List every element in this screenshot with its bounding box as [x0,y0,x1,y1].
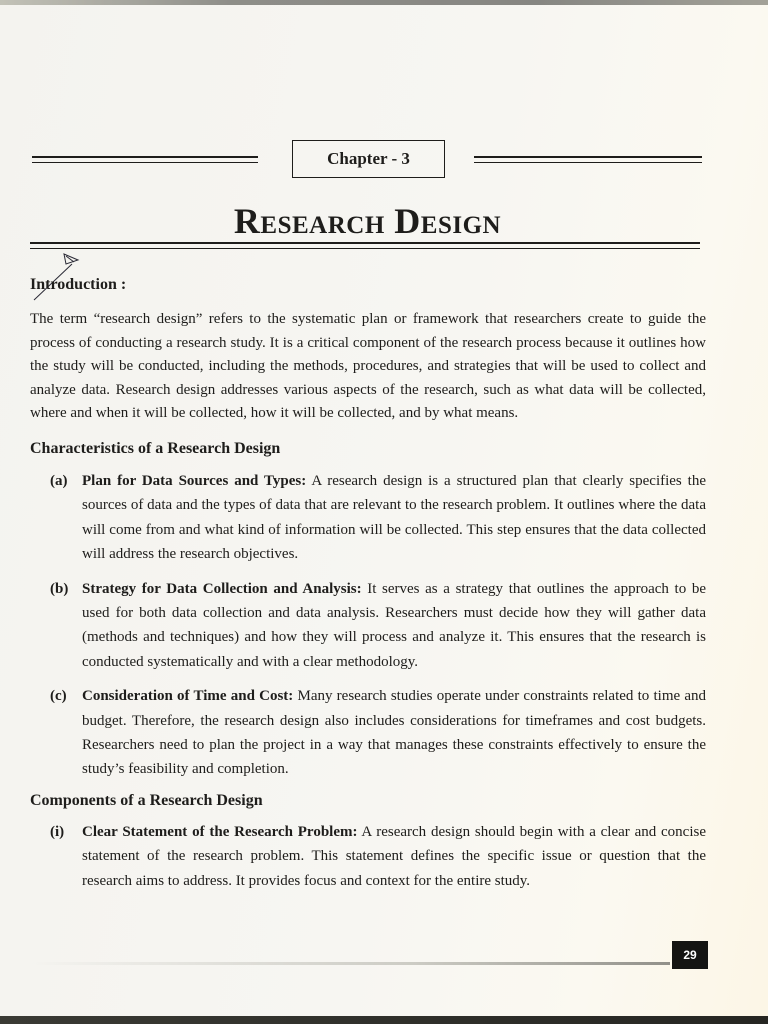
list-marker: (c) [50,688,67,705]
list-marker: (a) [50,472,68,489]
list-item [30,684,706,782]
chapter-header [32,140,702,180]
list-item-text [82,469,706,567]
list-item-description: A research design is a structured plan that clearly specifies the sources of data and the types of data that are relevant to the research problem. It outlines where the data will come from and what kind of information will be collected. This step ensures that the data collected will address the research objectives. [82,472,706,563]
page-bottom-edge [0,1016,768,1024]
components-list [30,820,706,893]
list-item-label: Consideration of Time and Cost: [82,688,294,705]
list-item [30,577,706,675]
introduction-paragraph: The term “research design” refers to the systematic plan or framework that researchers create to guide the process of conducting a research study. It is a critical component of the research process because it outlines how the study will be conducted, including the methods, procedures, and strategies that will be used to collect and analyze data. Research design addresses various aspects of the research, such as what data will be collected, where and when it will be collected, how it will be collected, and by what means. [30,311,706,422]
list-item-description: Many research studies operate under constraints related to time and budget. Therefore, the research design also includes considerations for timeframes and cost budgets. Researchers need to plan the project in a way that manages these constraints effectively to ensure the study’s feasibility and completion. [82,688,706,778]
footer-rule [30,962,670,965]
list-item [30,469,706,567]
list-item-label: Plan for Data Sources and Types: [82,472,307,489]
chapter-rule-left [32,156,258,163]
list-item [30,820,706,893]
page-title: Research Design [233,201,502,241]
characteristics-list [30,469,706,782]
list-item-label: Clear Statement of the Research Problem: [82,823,358,840]
introduction-heading: Introduction : [30,276,127,293]
list-item-text [82,577,706,675]
chapter-label: Chapter - 3 [292,140,445,178]
list-item-label: Strategy for Data Collection and Analysis: [82,580,362,597]
list-item-description: It serves as a strategy that outlines the approach to be used for both data collection and data analysis. Researchers must decide how they will gather data (methods and techniques) and how they will process and analyze it. This ensures that the research is conducted systematically and with a clear methodology. [82,580,706,670]
components-heading: Components of a Research Design [30,791,263,809]
characteristics-heading: Characteristics of a Research Design [30,439,281,457]
title-rule [30,242,700,249]
page-top-edge [0,0,768,5]
page-content [30,272,706,903]
list-marker: (i) [50,823,65,840]
page-number: 29 [672,941,708,969]
chapter-rule-right [474,156,702,163]
list-item-text [82,820,706,893]
list-item-description: A research design should begin with a clear and concise statement of the research problem. This statement defines the specific issue or question that the research aims to address. It provides focus and context for the entire study. [82,823,706,889]
list-marker: (b) [50,580,69,597]
list-item-text [82,684,706,782]
